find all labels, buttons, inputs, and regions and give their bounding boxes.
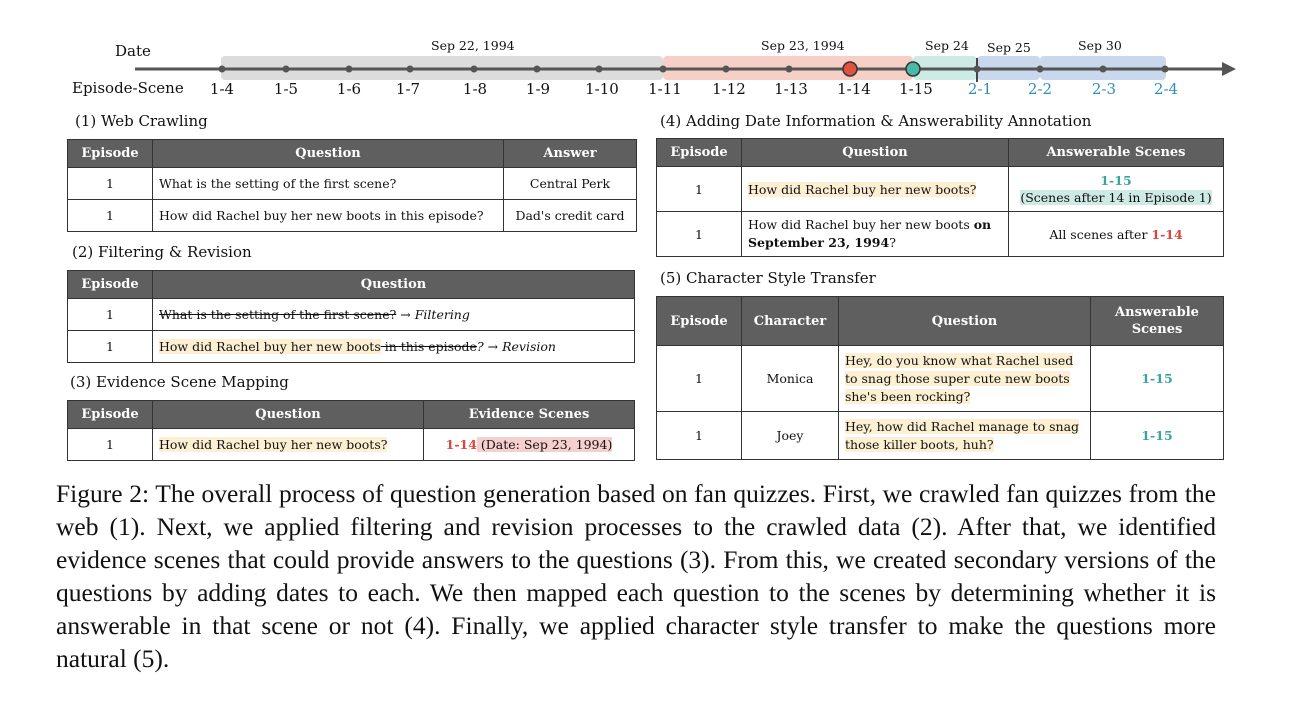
col-header-question: Question bbox=[742, 139, 1009, 167]
cell-answerable bbox=[1009, 212, 1224, 257]
date-label-sep30: Sep 30 bbox=[1078, 38, 1122, 53]
scene-dot bbox=[219, 66, 226, 73]
scene-dot bbox=[1162, 66, 1169, 73]
cell-question: What is the setting of the first scene? bbox=[153, 168, 504, 200]
cell-episode: 1 bbox=[68, 200, 153, 232]
filtering-revision-table bbox=[67, 270, 635, 363]
cell-question bbox=[839, 412, 1091, 460]
scene-dot bbox=[596, 66, 603, 73]
scene-label: 1-10 bbox=[585, 80, 619, 98]
table-row bbox=[657, 346, 1224, 412]
scene-label: 1-6 bbox=[336, 80, 362, 98]
col-header-evidence-scenes: Evidence Scenes bbox=[424, 401, 635, 429]
col-header-episode: Episode bbox=[657, 297, 742, 346]
cell-episode: 1 bbox=[657, 212, 742, 257]
section-title-date-answerability: (4) Adding Date Information & Answerability Annotation bbox=[660, 112, 1092, 130]
scene-label: 1-13 bbox=[774, 80, 808, 98]
evidence-mapping-table bbox=[67, 400, 635, 461]
scene-dot bbox=[723, 66, 730, 73]
revised-question-text: How did Rachel buy her new boots bbox=[159, 339, 381, 354]
table-row bbox=[657, 412, 1224, 460]
date-answerability-table bbox=[656, 138, 1224, 257]
web-crawling-table bbox=[67, 139, 637, 232]
scene-dot bbox=[660, 66, 667, 73]
scene-label: 2-4 bbox=[1153, 80, 1179, 98]
figure-caption: Figure 2: The overall process of question generation based on fan quizzes. First, we crawled fan quizzes from the web (1). Next, we applied filtering and revision processes to the crawled data (2). After that, we identified evidence scenes that could provide answers to the questions (3). From this, we created secondary versions of the questions by adding dates to each. We then mapped each question to the scenes by determining whether it is answerable in that scene or not (4). Finally, we applied character style transfer to make the questions more natural (5). bbox=[56, 479, 1216, 673]
cell-character: Joey bbox=[742, 412, 839, 460]
question-text: Hey, how did Rachel manage to snag those killer boots, huh? bbox=[845, 418, 1080, 452]
col-header-answer: Answer bbox=[504, 140, 637, 168]
date-label-sep23: Sep 23, 1994 bbox=[761, 38, 845, 53]
question-text: Hey, do you know what Rachel used to snag those super cute new boots she's been rocking? bbox=[845, 352, 1074, 404]
answerable-note: (Scenes after 14 in Episode 1) bbox=[1020, 190, 1212, 205]
scene-label: 2-2 bbox=[1027, 80, 1053, 98]
evidence-scene: 1-14 bbox=[445, 437, 477, 452]
date-phrase: September 23, 1994 bbox=[748, 235, 890, 250]
removed-phrase: in this episode bbox=[380, 339, 477, 354]
cell-question bbox=[153, 299, 635, 331]
table-row bbox=[657, 212, 1224, 257]
scene-dot bbox=[1037, 66, 1044, 73]
cell-evidence bbox=[424, 429, 635, 461]
answerable-scene: 1-15 bbox=[1100, 173, 1132, 188]
cell-episode: 1 bbox=[657, 167, 742, 212]
question-text: How did Rachel buy her new boots? bbox=[748, 181, 977, 197]
scene-dot bbox=[786, 66, 793, 73]
episode-scene-row-label: Episode-Scene bbox=[72, 79, 184, 97]
cell-answerable bbox=[1009, 167, 1224, 212]
scene-marker-1-15 bbox=[906, 62, 920, 76]
scene-label: 1-7 bbox=[395, 80, 421, 98]
table-row bbox=[68, 429, 635, 461]
col-header-episode: Episode bbox=[68, 401, 153, 429]
table-row bbox=[68, 299, 635, 331]
cell-answerable bbox=[1091, 412, 1224, 460]
cell-answer: Central Perk bbox=[504, 168, 637, 200]
col-header-answerable-scenes: Answerable Scenes bbox=[1009, 139, 1224, 167]
scene-label: 1-4 bbox=[209, 80, 235, 98]
question-text: How did Rachel buy her new boots? bbox=[159, 437, 388, 452]
col-header-episode: Episode bbox=[68, 140, 153, 168]
col-header-question: Question bbox=[153, 140, 504, 168]
filtering-note: → Filtering bbox=[396, 307, 470, 322]
col-header-question: Question bbox=[153, 401, 424, 429]
col-header-question: Question bbox=[839, 297, 1091, 346]
scene-label: 1-9 bbox=[525, 80, 551, 98]
section-title-filtering-revision: (2) Filtering & Revision bbox=[72, 243, 252, 261]
answerable-text: All scenes after bbox=[1049, 226, 1152, 242]
scene-label: 2-3 bbox=[1091, 80, 1117, 98]
cell-character: Monica bbox=[742, 346, 839, 412]
style-transfer-table bbox=[656, 296, 1224, 460]
cell-question bbox=[742, 212, 1009, 257]
filtered-question-text: What is the setting of the first scene? bbox=[159, 307, 397, 322]
col-header-episode: Episode bbox=[657, 139, 742, 167]
cell-episode: 1 bbox=[68, 168, 153, 200]
scene-label: 1-12 bbox=[712, 80, 746, 98]
scene-dot bbox=[534, 66, 541, 73]
date-label-sep25: Sep 25 bbox=[987, 40, 1031, 55]
col-header-question: Question bbox=[153, 271, 635, 299]
section-title-style-transfer: (5) Character Style Transfer bbox=[660, 269, 876, 287]
cell-episode: 1 bbox=[657, 346, 742, 412]
question-text: How did Rachel buy her new boots bbox=[748, 217, 974, 232]
revision-note: ? → Revision bbox=[476, 339, 556, 354]
cell-answerable bbox=[1091, 346, 1224, 412]
answerable-scene: 1-15 bbox=[1141, 371, 1173, 386]
date-phrase-on: on bbox=[973, 217, 992, 232]
scene-label: 1-5 bbox=[273, 80, 299, 98]
cell-episode: 1 bbox=[657, 412, 742, 460]
answerable-scene: 1-14 bbox=[1151, 226, 1183, 242]
scene-dot bbox=[346, 66, 353, 73]
cell-episode: 1 bbox=[68, 429, 153, 461]
cell-question bbox=[153, 331, 635, 363]
question-mark: ? bbox=[889, 235, 896, 250]
date-label-sep22: Sep 22, 1994 bbox=[431, 38, 515, 53]
table-row bbox=[68, 331, 635, 363]
date-label-sep24: Sep 24 bbox=[925, 38, 969, 53]
scene-label: 1-14 bbox=[837, 80, 871, 98]
date-row-label: Date bbox=[115, 42, 151, 60]
cell-question bbox=[742, 167, 1009, 212]
scene-dot bbox=[471, 66, 478, 73]
cell-episode: 1 bbox=[68, 299, 153, 331]
cell-question bbox=[153, 429, 424, 461]
cell-question: How did Rachel buy her new boots in this episode? bbox=[153, 200, 504, 232]
scene-marker-1-14 bbox=[843, 62, 857, 76]
section-title-evidence-mapping: (3) Evidence Scene Mapping bbox=[70, 373, 289, 391]
section-title-web-crawling: (1) Web Crawling bbox=[75, 112, 208, 130]
scene-dot bbox=[283, 66, 290, 73]
scene-label: 1-8 bbox=[462, 80, 488, 98]
timeline-arrowhead bbox=[1222, 62, 1236, 76]
col-header-character: Character bbox=[742, 297, 839, 346]
scene-dot bbox=[1100, 66, 1107, 73]
scene-dot bbox=[407, 66, 414, 73]
scene-label: 1-15 bbox=[899, 80, 933, 98]
evidence-date: (Date: Sep 23, 1994) bbox=[476, 437, 613, 452]
table-row bbox=[657, 167, 1224, 212]
table-row bbox=[68, 200, 637, 232]
scene-dot bbox=[974, 66, 981, 73]
scene-label: 1-11 bbox=[648, 80, 682, 98]
table-row bbox=[68, 168, 637, 200]
scene-label: 2-1 bbox=[967, 80, 993, 98]
cell-answer: Dad's credit card bbox=[504, 200, 637, 232]
col-header-episode: Episode bbox=[68, 271, 153, 299]
cell-question bbox=[839, 346, 1091, 412]
col-header-answerable-scenes: Answerable Scenes bbox=[1091, 297, 1224, 346]
answerable-scene: 1-15 bbox=[1141, 428, 1173, 443]
cell-episode: 1 bbox=[68, 331, 153, 363]
